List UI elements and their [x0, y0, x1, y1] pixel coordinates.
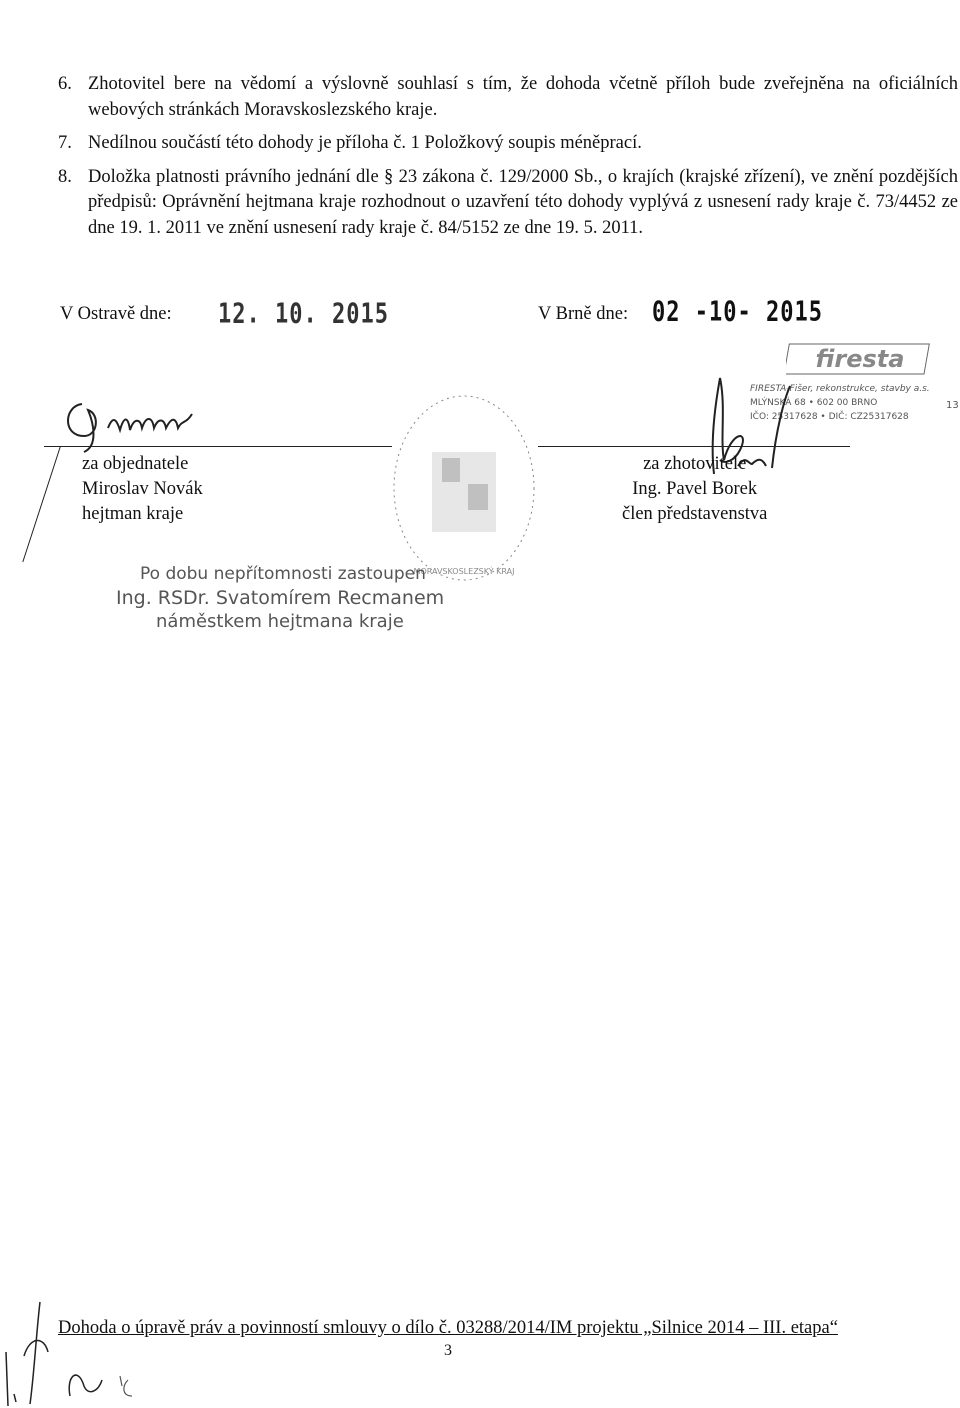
deputy-note-line2: Ing. RSDr. Svatomírem Recmanem: [116, 587, 445, 609]
document-footer-title: Dohoda o úpravě práv a povinností smlouvy o dílo č. 03288/2014/IM projektu „Silnice 2014 – III. etapa“: [58, 1318, 838, 1338]
official-round-seal: [384, 388, 544, 588]
firm-stamp-mark: 13: [946, 400, 959, 411]
date-stamp-ostrava: 12. 10. 2015: [218, 298, 389, 331]
date-label-ostrava: V Ostravě dne:: [60, 304, 172, 324]
svg-text:firesta: firesta: [815, 345, 905, 373]
page-number: 3: [444, 1342, 452, 1359]
deputy-note-line3: náměstkem hejtmana kraje: [156, 611, 404, 632]
clause-number: 6.: [58, 74, 72, 94]
client-signature-slash: [22, 446, 61, 562]
client-name: Miroslav Novák: [82, 479, 203, 499]
firesta-logo: [786, 340, 936, 378]
clause-7: [58, 131, 958, 157]
margin-initials: [0, 1296, 170, 1408]
deputy-note-line1: Po dobu nepřítomnosti zastoupen: [140, 564, 426, 584]
client-signature: [54, 384, 314, 454]
contractor-role: za zhotovitele: [643, 454, 747, 474]
clause-number: 7.: [58, 133, 72, 153]
firm-stamp-line1: FIRESTA-Fišer, rekonstrukce, stavby a.s.: [750, 384, 930, 394]
clause-text: Nedílnou součástí této dohody je příloha č. 1 Položkový soupis méněprací.: [88, 133, 642, 153]
contractor-signature-line: [538, 446, 850, 447]
clause-8: [58, 165, 958, 242]
clause-list: [58, 72, 958, 241]
date-label-brno: V Brně dne:: [538, 304, 629, 324]
deputy-representation-stamp: [116, 562, 445, 634]
client-signature-line: [44, 446, 392, 447]
contractor-name: Ing. Pavel Borek: [632, 479, 758, 499]
clause-text: Zhotovitel bere na vědomí a výslovně souhlasí s tím, že dohoda včetně příloh bude zveřejněna na oficiálních webových stránkách Moravskoslezského kraje.: [88, 74, 958, 120]
date-stamp-brno: 02 -10- 2015: [652, 296, 823, 329]
seal-text: MORAVSKOSLEZSKÝ KRAJ: [413, 567, 515, 576]
contractor-title: člen představenstva: [622, 504, 768, 524]
clause-6: [58, 72, 958, 123]
firm-stamp-line2: MLÝNSKÁ 68 • 602 00 BRNO: [750, 398, 878, 408]
clause-number: 8.: [58, 166, 72, 187]
contractor-signature-block: [622, 452, 767, 527]
clause-text: Doložka platnosti právního jednání dle § 23 zákona č. 129/2000 Sb., o krajích (krajské zřízení), ve znění pozdějších předpisů: Oprávnění hejtmana kraje rozhodnout o uzavření této dohody vyplývá z usnesení rady kraje č. 73/4452 ze dne 19. 1. 2011 ve znění usnesení rady kraje č. 84/5152 ze dne 19. 5. 2011.: [88, 166, 958, 238]
client-signature-block: [82, 452, 203, 527]
client-role: za objednatele: [82, 454, 189, 474]
client-title: hejtman kraje: [82, 504, 184, 524]
firm-stamp-line3: IČO: 25317628 • DIČ: CZ25317628: [750, 412, 909, 422]
